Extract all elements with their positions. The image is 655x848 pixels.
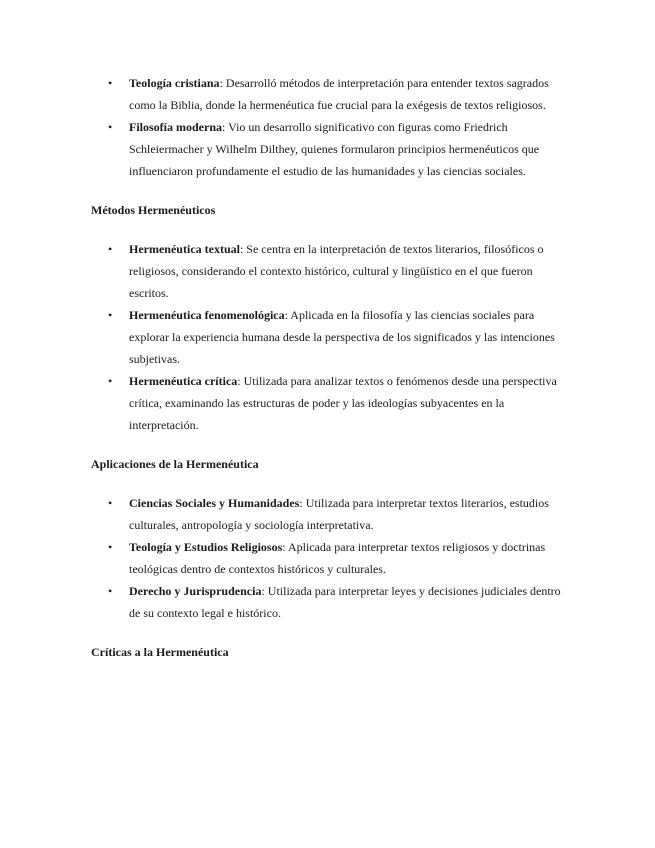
metodos-bullet-list: [91, 238, 571, 436]
list-item: [91, 370, 571, 436]
list-item: [91, 492, 571, 536]
list-item: [91, 580, 571, 624]
bullet-icon: •: [108, 308, 113, 322]
bullet-icon: •: [108, 242, 113, 256]
section-heading-metodos: Métodos Hermenéuticos: [91, 203, 216, 217]
list-item: [91, 72, 571, 116]
list-item-text: : Se centra en la interpretación de textos literarios, filosóficos o religiosos, considerando el contexto histórico, cultural y lingüístico en el que fueron escritos.: [129, 242, 544, 300]
list-item-text: : Desarrolló métodos de interpretación para entender textos sagrados como la Biblia, donde la hermenéutica fue crucial para la exégesis de textos religiosos.: [129, 76, 549, 112]
aplicaciones-bullet-list: [91, 492, 571, 624]
bullet-icon: •: [108, 374, 113, 388]
list-item-text: : Utilizada para analizar textos o fenómenos desde una perspectiva crítica, examinando las estructuras de poder y las ideologías subyacentes en la interpretación.: [129, 374, 557, 432]
list-item-term: Hermenéutica textual: [129, 242, 240, 256]
list-item-term: Ciencias Sociales y Humanidades: [129, 496, 300, 510]
intro-bullet-list: [91, 72, 571, 182]
bullet-icon: •: [108, 76, 113, 90]
list-item-text: : Aplicada en la filosofía y las ciencias sociales para explorar la experiencia humana desde la perspectiva de los significados y las intenciones subjetivas.: [129, 308, 555, 366]
list-item: [91, 238, 571, 304]
section-heading-aplicaciones: Aplicaciones de la Hermenéutica: [91, 457, 259, 471]
list-item-term: Hermenéutica crítica: [129, 374, 238, 388]
bullet-icon: •: [108, 120, 113, 134]
list-item-text: : Utilizada para interpretar leyes y decisiones judiciales dentro de su contexto legal e histórico.: [129, 584, 561, 620]
list-item: [91, 116, 571, 182]
list-item-term: Teología y Estudios Religiosos: [129, 540, 283, 554]
bullet-icon: •: [108, 540, 113, 554]
document-content: [91, 72, 571, 663]
section-heading-criticas: Críticas a la Hermenéutica: [91, 645, 229, 659]
list-item-term: Hermenéutica fenomenológica: [129, 308, 285, 322]
list-item: [91, 304, 571, 370]
bullet-icon: •: [108, 496, 113, 510]
list-item-text: : Vio un desarrollo significativo con figuras como Friedrich Schleiermacher y Wilhelm Dilthey, quienes formularon principios hermenéuticos que influenciaron profundamente el estudio de las humanidades y las ciencias sociales.: [129, 120, 540, 178]
bullet-icon: •: [108, 584, 113, 598]
list-item-term: Derecho y Jurisprudencia: [129, 584, 262, 598]
list-item-term: Filosofía moderna: [129, 120, 222, 134]
list-item-term: Teología cristiana: [129, 76, 220, 90]
list-item: [91, 536, 571, 580]
list-item-text: : Aplicada para interpretar textos religiosos y doctrinas teológicas dentro de contextos históricos y culturales.: [129, 540, 546, 576]
list-item-text: : Utilizada para interpretar textos literarios, estudios culturales, antropología y sociología interpretativa.: [129, 496, 549, 532]
